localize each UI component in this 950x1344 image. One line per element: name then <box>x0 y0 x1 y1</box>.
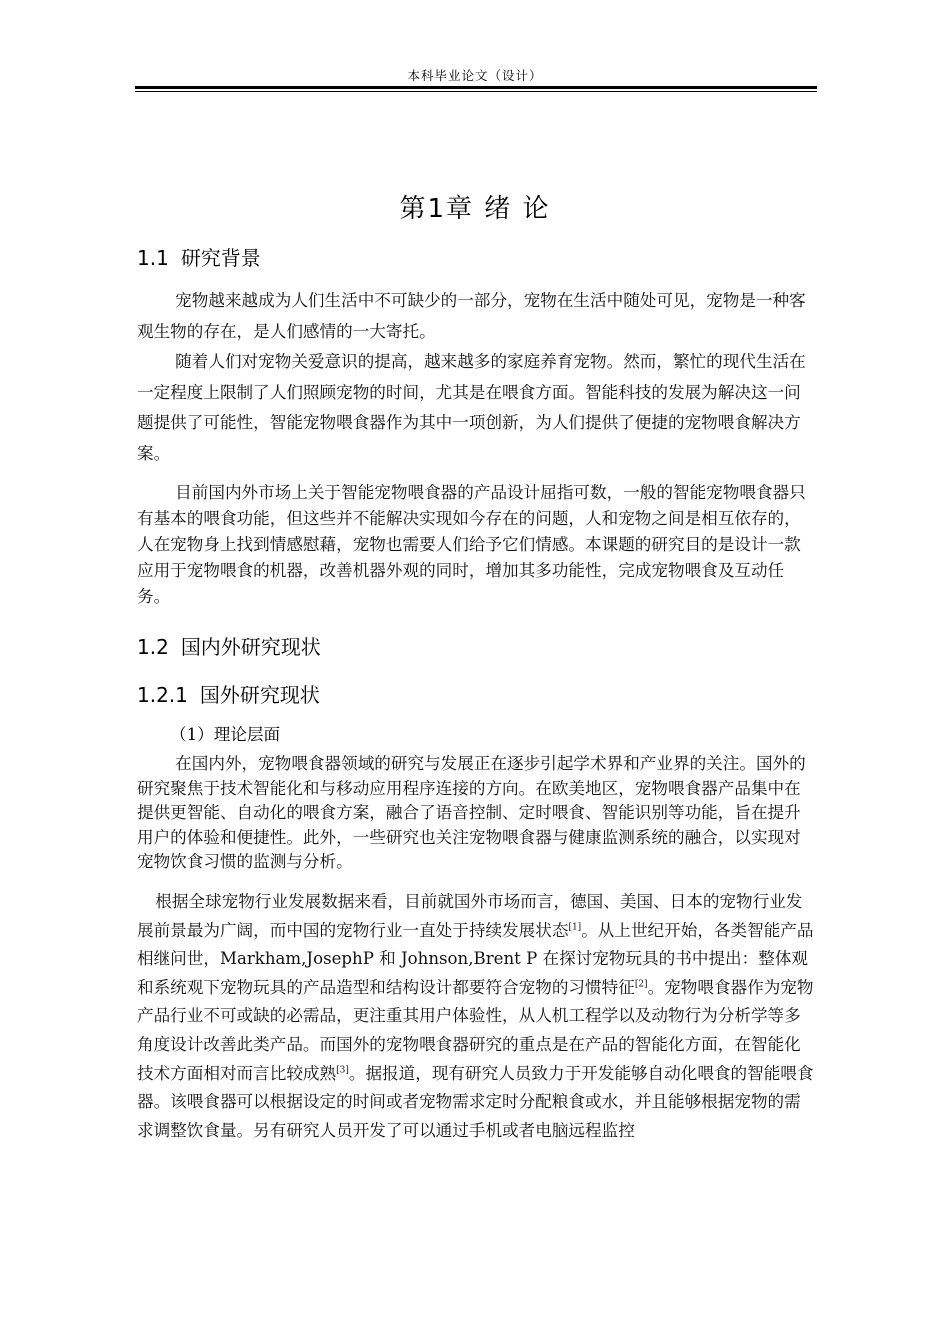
foreign-paragraph-2 <box>137 888 817 1145</box>
section-title: 国外研究现状 <box>199 683 320 707</box>
text-run: 。宠物喂食器作为宠物产品行业不可或缺的必需品，更注重其用户体验性，从人机工程学以及动物行为分析学等多角度设计改善此类产品。而国外的宠物喂食器研究的重点是在产品的智能化方面，在智能化技术方面相对而言比较成熟 <box>137 977 814 1083</box>
section-heading-1-2-1 <box>137 679 320 708</box>
section-number: 1.1 <box>137 246 169 270</box>
chapter-title: 第1章 绪 论 <box>399 194 551 224</box>
background-paragraph-3 <box>137 480 817 610</box>
paragraph <box>137 888 817 1145</box>
section-number: 1.2.1 <box>137 683 188 707</box>
text-run: 。从上世纪开始，各类智能产品相继问世，Markham,JosephP 和 Johnson,Brent P 在探讨宠物玩具的书中提出：整体观和系统观下宠物玩具的产品造型和结构设计都要符合宠物的习惯特征 <box>137 920 814 997</box>
citation: [2] <box>634 979 648 990</box>
citation: [1] <box>568 922 582 933</box>
paragraph: 随着人们对宠物关爱意识的提高，越来越多的家庭养育宠物。然而，繁忙的现代生活在一定程度上限制了人们照顾宠物的时间，尤其是在喂食方面。智能科技的发展为解决这一问题提供了可能性，智能宠物喂食器作为其中一项创新，为人们提供了便捷的宠物喂食解决方案。 <box>137 352 806 463</box>
background-paragraphs <box>137 286 817 469</box>
foreign-paragraph-1 <box>137 752 817 875</box>
section-heading-1-2 <box>137 631 321 660</box>
section-title: 研究背景 <box>180 246 261 270</box>
text-run: 根据全球宠物行业发展数据来看，目前就国外市场而言，德国、美国、日本的宠物行业发展前景最为广阔，而中国的宠物行业一直处于持续发展状态 <box>137 892 803 940</box>
header-rule-thin <box>135 91 817 92</box>
paragraph: 目前国内外市场上关于智能宠物喂食器的产品设计屈指可数，一般的智能宠物喂食器只有基本的喂食功能，但这些并不能解决实现如今存在的问题，人和宠物之间是相互依存的，人在宠物身上找到情感慰藉，宠物也需要人们给予它们情感。本课题的研究目的是设计一款应用于宠物喂食的机器，改善机器外观的同时，增加其多功能性，完成宠物喂食及互动任务。 <box>137 483 806 606</box>
running-header: 本科毕业论文（设计） <box>407 68 543 83</box>
sub-item-label: （1）理论层面 <box>170 725 281 744</box>
section-heading-1-1 <box>137 242 261 271</box>
citation: [3] <box>336 1065 349 1076</box>
paragraph: 在国内外，宠物喂食器领域的研究与发展正在逐步引起学术界和产业界的关注。国外的研究聚焦于技术智能化和与移动应用程序连接的方向。在欧美地区，宠物喂食器产品集中在提供更智能、自动化的喂食方案，融合了语音控制、定时喂食、智能识别等功能，旨在提升用户的体验和便捷性。此外，一些研究也关注宠物喂食器与健康监测系统的融合，以实现对宠物饮食习惯的监测与分析。 <box>137 754 806 871</box>
paragraph: 宠物越来越成为人们生活中不可缺少的一部分，宠物在生活中随处可见，宠物是一种客观生物的存在，是人们感情的一大寄托。 <box>137 291 806 341</box>
header-rule <box>135 86 817 89</box>
section-title: 国内外研究现状 <box>180 635 321 659</box>
section-number: 1.2 <box>137 635 169 659</box>
text-run: 。据报道，现有研究人员致力于开发能够自动化喂食的智能喂食器。该喂食器可以根据设定的时间或者宠物需求定时分配粮食或水，并且能够根据宠物的需求调整饮食量。另有研究人员开发了可以通过手机或者电脑远程监控 <box>137 1063 814 1140</box>
